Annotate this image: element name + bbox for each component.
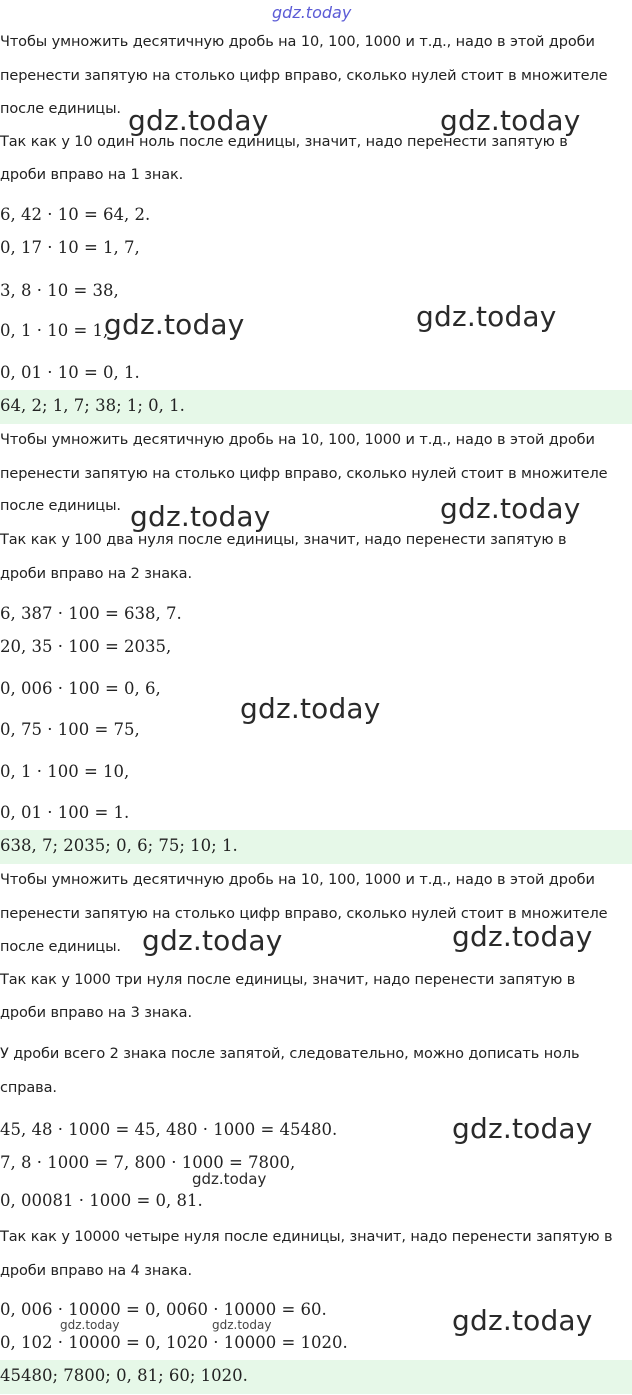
rule-line-3: после единицы. — [0, 939, 121, 955]
watermark: gdz.today — [104, 308, 245, 341]
equation: 20, 35 · 100 = 2035, — [0, 637, 172, 656]
equation: 45, 48 · 1000 = 45, 480 · 1000 = 45480. — [0, 1120, 338, 1139]
watermark: gdz.today — [416, 300, 557, 333]
watermark: gdz.today — [192, 1170, 267, 1188]
rule-line-2: перенести запятую на столько цифр вправо, сколько нулей стоит в множителе — [0, 466, 608, 482]
watermark: gdz.today — [240, 692, 381, 725]
answer-box — [0, 390, 632, 424]
watermark: gdz.today — [60, 1318, 120, 1332]
equation: 0, 006 · 100 = 0, 6, — [0, 679, 161, 698]
explanation-line-1: Так как у 10 один ноль после единицы, значит, надо перенести запятую в — [0, 134, 568, 150]
equation: 0, 01 · 100 = 1. — [0, 803, 130, 822]
equation: 0, 1 · 100 = 10, — [0, 762, 130, 781]
explanation-line-2: дроби вправо на 3 знака. — [0, 1005, 192, 1021]
equation: 0, 01 · 10 = 0, 1. — [0, 363, 140, 382]
explanation-line-2: дроби вправо на 2 знака. — [0, 566, 192, 582]
equation: 7, 8 · 1000 = 7, 800 · 1000 = 7800, — [0, 1153, 296, 1172]
watermark: gdz.today — [452, 1112, 593, 1145]
note-line-2: справа. — [0, 1080, 57, 1096]
rule-line-3: после единицы. — [0, 101, 121, 117]
explanation-line-4: дроби вправо на 4 знака. — [0, 1263, 192, 1279]
answer-text: 64, 2; 1, 7; 38; 1; 0, 1. — [0, 396, 185, 415]
equation: 0, 1 · 10 = 1, — [0, 321, 109, 340]
explanation-line-3: Так как у 10000 четыре нуля после единицы, значит, надо перенести запятую в — [0, 1229, 613, 1245]
answer-text: 45480; 7800; 0, 81; 60; 1020. — [0, 1366, 248, 1385]
equation: 3, 8 · 10 = 38, — [0, 281, 119, 300]
answer-box — [0, 1360, 632, 1394]
explanation-line-1: Так как у 1000 три нуля после единицы, значит, надо перенести запятую в — [0, 972, 576, 988]
equation: 0, 006 · 10000 = 0, 0060 · 10000 = 60. — [0, 1300, 327, 1319]
rule-line-3: после единицы. — [0, 498, 121, 514]
equation: 6, 42 · 10 = 64, 2. — [0, 205, 151, 224]
rule-line-2: перенести запятую на столько цифр вправо, сколько нулей стоит в множителе — [0, 906, 608, 922]
watermark: gdz.today — [142, 924, 283, 957]
explanation-line-2: дроби вправо на 1 знак. — [0, 167, 184, 183]
watermark: gdz.today — [212, 1318, 272, 1332]
watermark-top: gdz.today — [272, 3, 352, 22]
answer-box — [0, 830, 632, 864]
watermark: gdz.today — [440, 492, 581, 525]
rule-line-1: Чтобы умножить десятичную дробь на 10, 100, 1000 и т.д., надо в этой дроби — [0, 34, 595, 50]
answer-text: 638, 7; 2035; 0, 6; 75; 10; 1. — [0, 836, 238, 855]
equation: 0, 75 · 100 = 75, — [0, 720, 140, 739]
watermark: gdz.today — [130, 500, 271, 533]
watermark: gdz.today — [452, 1304, 593, 1337]
explanation-line-1: Так как у 100 два нуля после единицы, значит, надо перенести запятую в — [0, 532, 567, 548]
equation: 0, 102 · 10000 = 0, 1020 · 10000 = 1020. — [0, 1333, 348, 1352]
rule-line-1: Чтобы умножить десятичную дробь на 10, 100, 1000 и т.д., надо в этой дроби — [0, 432, 595, 448]
watermark: gdz.today — [452, 920, 593, 953]
watermark: gdz.today — [440, 104, 581, 137]
equation: 0, 00081 · 1000 = 0, 81. — [0, 1191, 203, 1210]
watermark: gdz.today — [128, 104, 269, 137]
rule-line-1: Чтобы умножить десятичную дробь на 10, 100, 1000 и т.д., надо в этой дроби — [0, 872, 595, 888]
rule-line-2: перенести запятую на столько цифр вправо, сколько нулей стоит в множителе — [0, 68, 608, 84]
equation: 0, 17 · 10 = 1, 7, — [0, 238, 140, 257]
note-line-1: У дроби всего 2 знака после запятой, следовательно, можно дописать ноль — [0, 1046, 580, 1062]
equation: 6, 387 · 100 = 638, 7. — [0, 604, 182, 623]
